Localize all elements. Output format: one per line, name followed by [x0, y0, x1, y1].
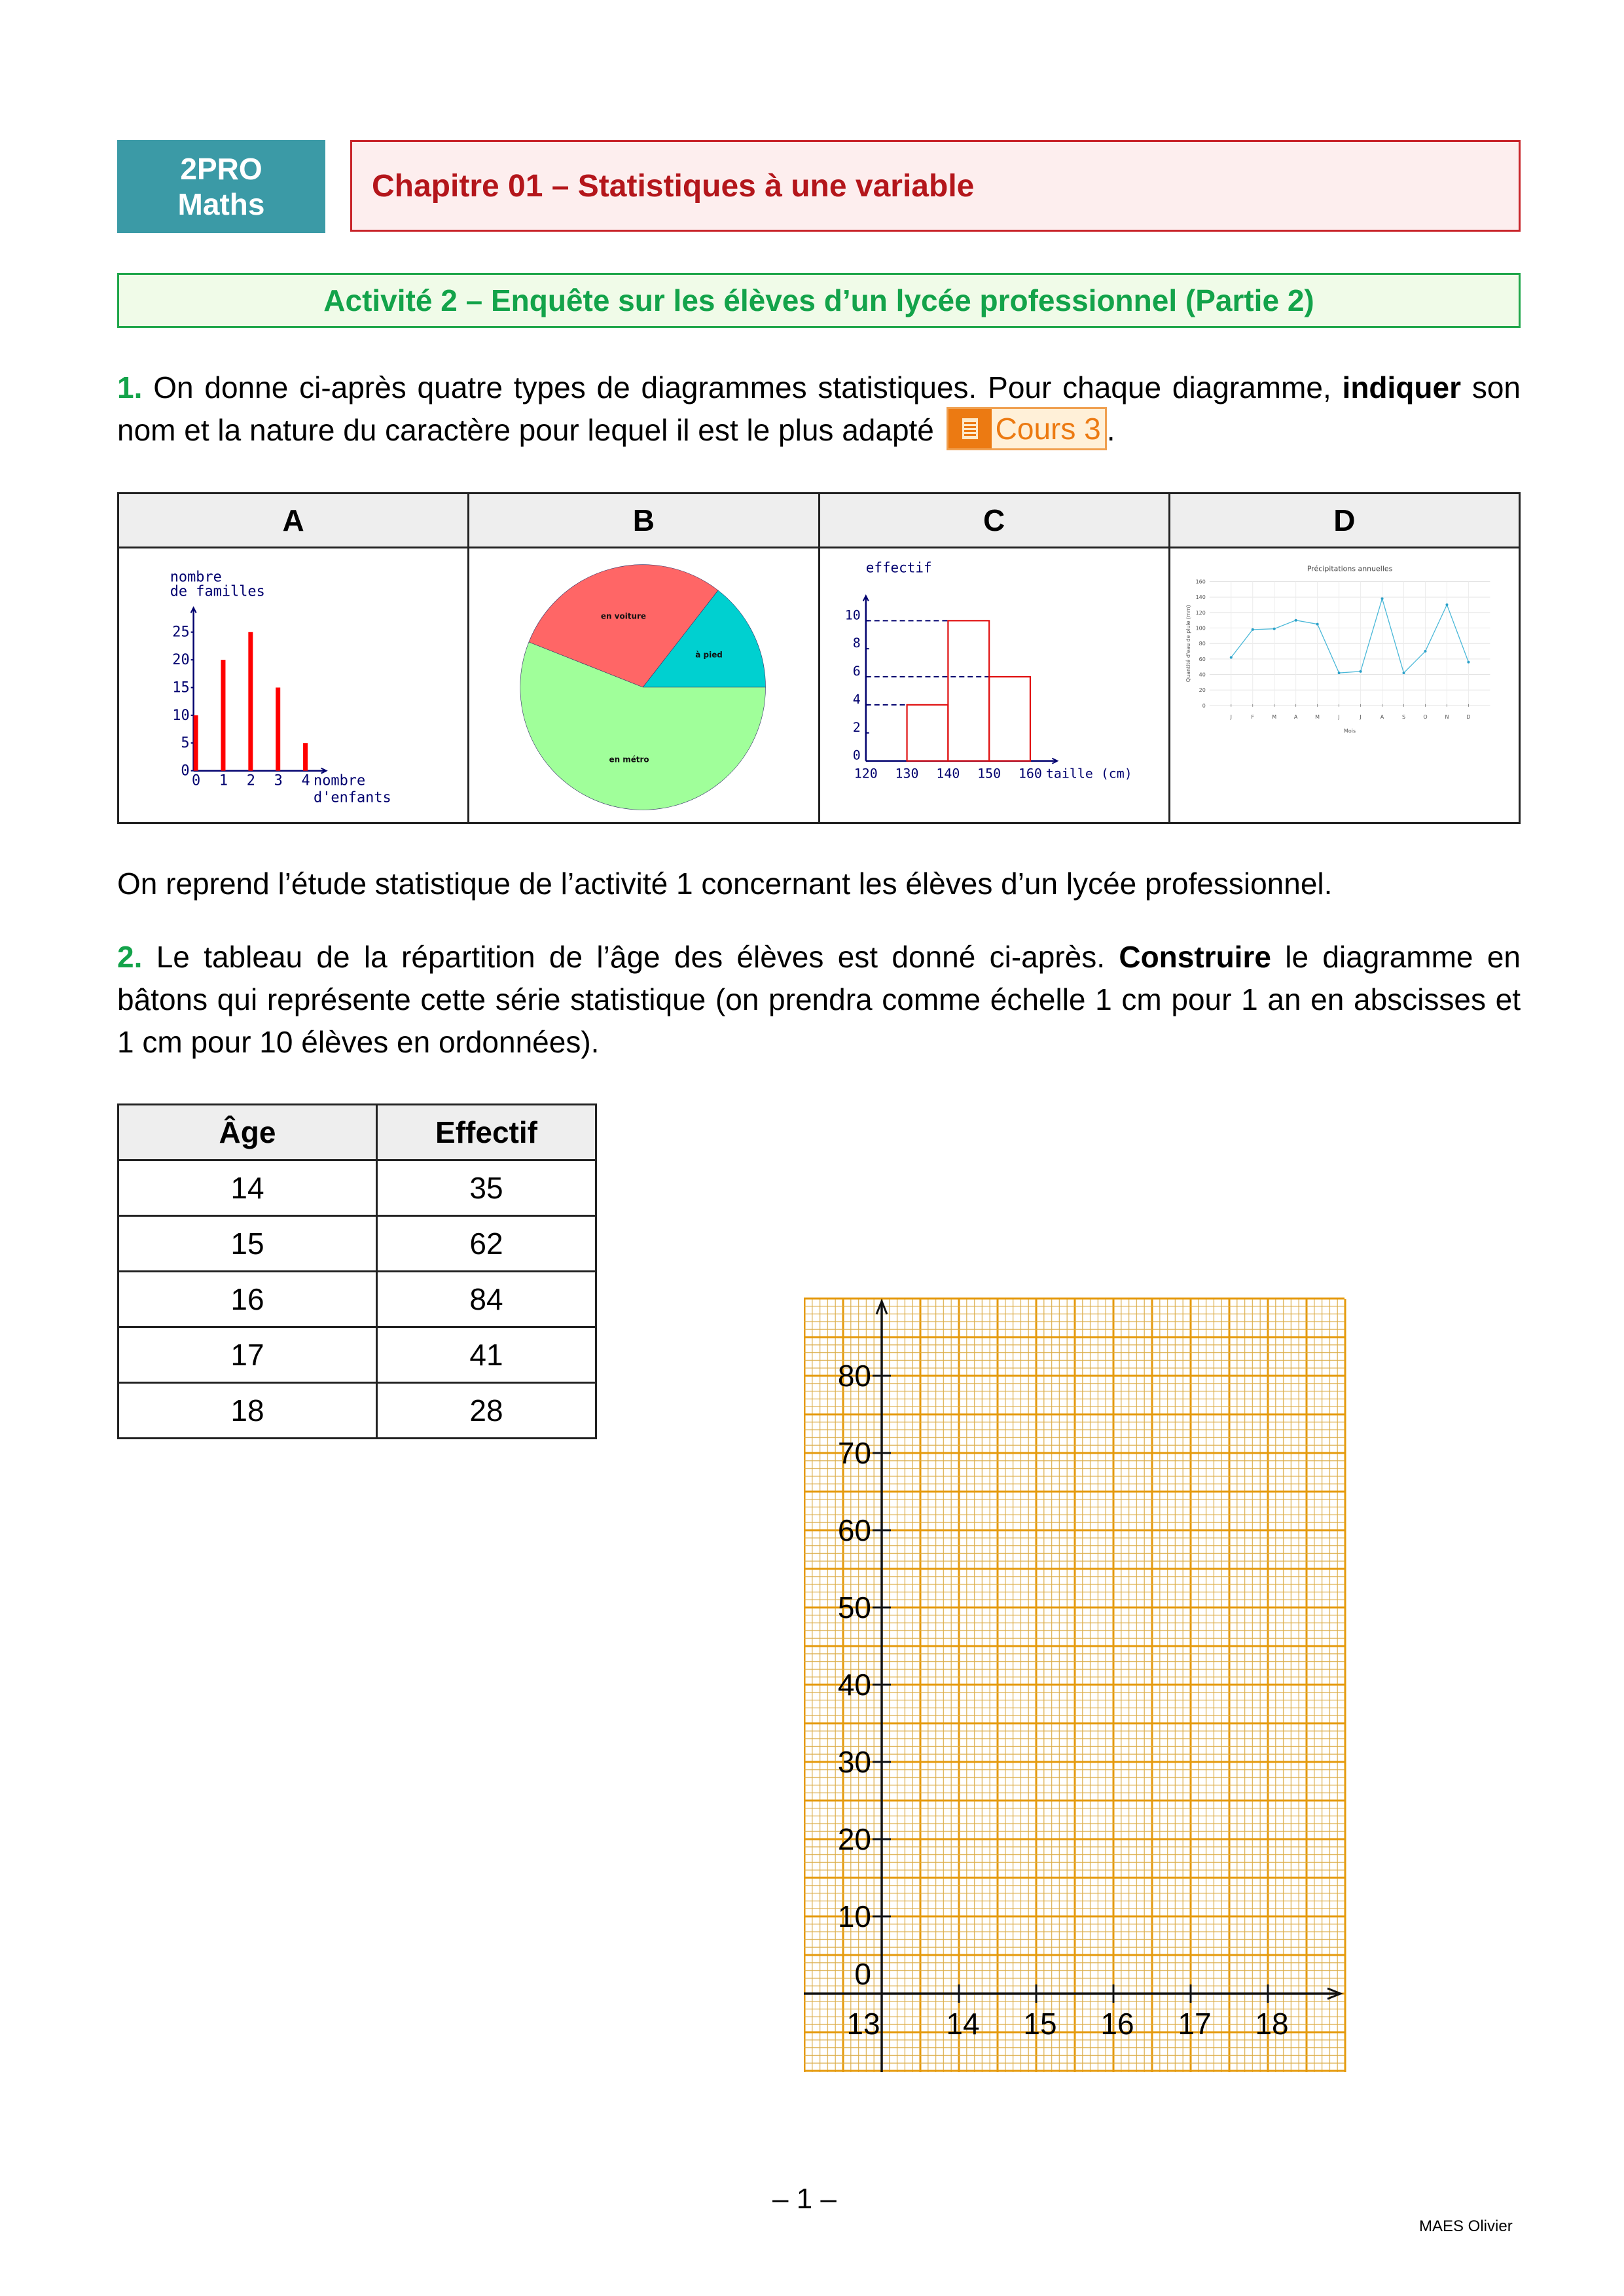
histogram-c [820, 548, 1168, 822]
effectif-cell: 35 [377, 1160, 596, 1216]
y-tick-label: 30 [837, 1745, 871, 1779]
diagram-table [117, 492, 1521, 824]
data-point [1337, 672, 1340, 674]
activity-box [117, 273, 1521, 328]
effectif-cell: 28 [377, 1383, 596, 1439]
header-c: C [819, 493, 1169, 548]
header-effectif: Effectif [377, 1105, 596, 1160]
x-axis-label: nombre [314, 772, 366, 789]
y-tick-label: 50 [837, 1590, 871, 1624]
x-tick-label: 13 [846, 2007, 880, 2041]
diagram-cell-a [118, 548, 469, 823]
y-tick-label: 15 [172, 679, 190, 696]
question-text: On donne ci-après quatre types de diagrammes statistiques. Pour chaque diagramme, [142, 370, 1343, 404]
data-point [1445, 603, 1448, 606]
x-tick-label: 1 [219, 772, 228, 789]
chart-title: Précipitations annuelles [1307, 564, 1393, 573]
y-tick-label: 5 [181, 735, 190, 752]
intro-text: On reprend l’étude statistique de l’activité 1 concernant les élèves d’un lycée professionnel. [117, 867, 1333, 901]
graph-paper[interactable] [804, 1296, 1347, 2072]
y-axis-label: Quantité d'eau de pluie (mm) [1185, 605, 1191, 683]
x-tick-label: A [1293, 713, 1298, 720]
data-point [1467, 661, 1470, 664]
table-row [118, 1272, 596, 1327]
data-point [1380, 598, 1383, 600]
data-point [1424, 650, 1426, 653]
x-tick-label: 3 [274, 772, 283, 789]
x-tick-label: N [1445, 713, 1449, 720]
punctuation: . [1106, 413, 1115, 447]
y-tick-label: 10 [172, 707, 190, 724]
cours-link[interactable] [947, 407, 1107, 450]
x-axis-label: Mois [1343, 728, 1356, 734]
y-tick-label: 4 [852, 691, 861, 707]
data-line [1231, 599, 1469, 673]
x-tick-label: 140 [935, 766, 960, 781]
header-a: A [118, 493, 469, 548]
x-tick-label: 160 [1018, 766, 1042, 781]
bar [221, 660, 225, 770]
y-tick-label: 100 [1195, 625, 1206, 632]
y-tick-label: 140 [1195, 594, 1206, 601]
y-tick-label: 120 [1195, 609, 1206, 616]
data-point [1294, 619, 1297, 622]
y-tick-label: 2 [852, 719, 861, 735]
diagram-cell-d [1169, 548, 1519, 823]
x-tick-label: 130 [895, 766, 919, 781]
x-tick-label: 120 [854, 766, 878, 781]
histogram-bar [989, 677, 1030, 761]
x-tick-label: D [1466, 713, 1471, 720]
y-tick-label: 20 [837, 1822, 871, 1856]
question-text: le diagramme en bâtons qui représente cette série statistique (on prendra comme échelle 1 cm pour 1 an en abscisses et 1 cm pour 10 élèves en ordonnées). [117, 940, 1521, 1059]
line-chart-d [1170, 548, 1519, 822]
document-icon [948, 409, 992, 448]
y-tick-label: 80 [1199, 641, 1206, 647]
y-tick-label: 0 [852, 747, 861, 763]
y-tick-label: 80 [837, 1359, 871, 1393]
age-cell: 16 [118, 1272, 377, 1327]
question-text: son nom et la nature du caractère pour lequel il est le plus adapté [117, 370, 1521, 447]
x-tick-label: 16 [1100, 2007, 1134, 2041]
cours-link-label: Cours 3 [992, 409, 1105, 448]
x-tick-label: J [1360, 713, 1362, 720]
table-row [118, 1160, 596, 1216]
question-1 [117, 367, 1521, 454]
age-cell: 14 [118, 1160, 377, 1216]
header-d: D [1169, 493, 1519, 548]
y-tick-label: 40 [837, 1668, 871, 1702]
data-point [1272, 628, 1275, 630]
y-tick-label: 0 [181, 762, 190, 780]
x-axis-label: d'enfants [314, 789, 391, 806]
effectif-cell: 62 [377, 1216, 596, 1272]
question-number: 1. [117, 370, 143, 404]
bar [276, 687, 280, 770]
y-tick-label: 0 [854, 1957, 871, 1991]
effectif-cell: 84 [377, 1272, 596, 1327]
effectif-cell: 41 [377, 1327, 596, 1383]
x-tick-label: 0 [192, 772, 201, 789]
y-axis-label: de familles [170, 583, 265, 600]
age-cell: 18 [118, 1383, 377, 1439]
data-point [1402, 672, 1405, 674]
diagram-cell-c [819, 548, 1169, 823]
data-point [1251, 628, 1254, 631]
y-tick-label: 70 [837, 1436, 871, 1470]
x-tick-label: A [1380, 713, 1384, 720]
y-tick-label: 8 [852, 636, 861, 651]
data-point [1359, 670, 1362, 673]
author: MAES Olivier [1419, 2217, 1513, 2235]
histogram-bar [907, 705, 948, 761]
x-tick-label: M [1314, 713, 1320, 720]
y-tick-label: 20 [1199, 687, 1206, 694]
question-text: Le tableau de la répartition de l’âge des élèves est donné ci-après. [142, 940, 1119, 974]
x-tick-label: O [1423, 713, 1428, 720]
x-tick-label: 17 [1178, 2007, 1212, 2041]
table-row [118, 1327, 596, 1383]
pie-label: en voiture [601, 611, 647, 621]
y-tick-label: 10 [837, 1899, 871, 1933]
x-tick-label: M [1272, 713, 1276, 720]
class-badge [117, 140, 325, 233]
question-number: 2. [117, 940, 143, 974]
x-tick-label: J [1338, 713, 1340, 720]
x-tick-label: J [1230, 713, 1232, 720]
y-axis-label: nombre [170, 569, 222, 586]
y-tick-label: 160 [1195, 579, 1206, 585]
diagram-table-header [118, 493, 1520, 548]
data-point [1230, 656, 1233, 659]
y-tick-label: 60 [837, 1513, 871, 1547]
chapter-box [350, 140, 1521, 232]
age-table [117, 1103, 597, 1439]
y-tick-label: 25 [172, 624, 190, 641]
subject-label: Maths [177, 187, 265, 221]
pie-label: en métro [609, 755, 649, 764]
y-tick-label: 6 [852, 664, 861, 679]
page-number: – 1 – [772, 2183, 837, 2215]
header-b: B [469, 493, 819, 548]
x-axis-label: taille (cm) [1045, 766, 1132, 781]
instruction-verb: indiquer [1342, 370, 1461, 404]
header-age: Âge [118, 1105, 377, 1160]
diagram-cell-b [469, 548, 819, 823]
y-tick-label: 10 [844, 607, 861, 623]
y-tick-label: 60 [1199, 656, 1206, 662]
y-tick-label: 0 [1202, 702, 1206, 709]
y-tick-label: 40 [1199, 672, 1206, 678]
age-cell: 15 [118, 1216, 377, 1272]
bar-chart-a [119, 548, 467, 822]
x-tick-label: 18 [1255, 2007, 1289, 2041]
class-label: 2PRO [180, 152, 262, 186]
y-tick-label: 20 [172, 652, 190, 669]
histogram-bar [948, 620, 989, 761]
question-2 [117, 936, 1521, 1064]
x-tick-label: 2 [246, 772, 255, 789]
instruction-verb: Construire [1119, 940, 1271, 974]
x-tick-label: 15 [1023, 2007, 1057, 2041]
bar [194, 715, 198, 771]
x-tick-label: 14 [946, 2007, 980, 2041]
age-cell: 17 [118, 1327, 377, 1383]
bar [303, 743, 308, 770]
pie-chart-b [469, 548, 818, 822]
x-tick-label: S [1401, 713, 1405, 720]
activity-title: Activité 2 – Enquête sur les élèves d’un lycée professionnel (Partie 2) [323, 283, 1314, 317]
chapter-title: Chapitre 01 – Statistiques à une variable [372, 168, 975, 204]
diagram-table-row [118, 548, 1520, 823]
x-tick-label: 4 [301, 772, 310, 789]
y-axis-label: effectif [865, 560, 932, 576]
bar [248, 632, 253, 771]
pie-label: à pied [695, 650, 723, 660]
x-tick-label: 150 [977, 766, 1001, 781]
table-row [118, 1383, 596, 1439]
x-tick-label: F [1251, 713, 1254, 720]
age-table-header [118, 1105, 596, 1160]
table-row [118, 1216, 596, 1272]
data-point [1316, 623, 1318, 626]
